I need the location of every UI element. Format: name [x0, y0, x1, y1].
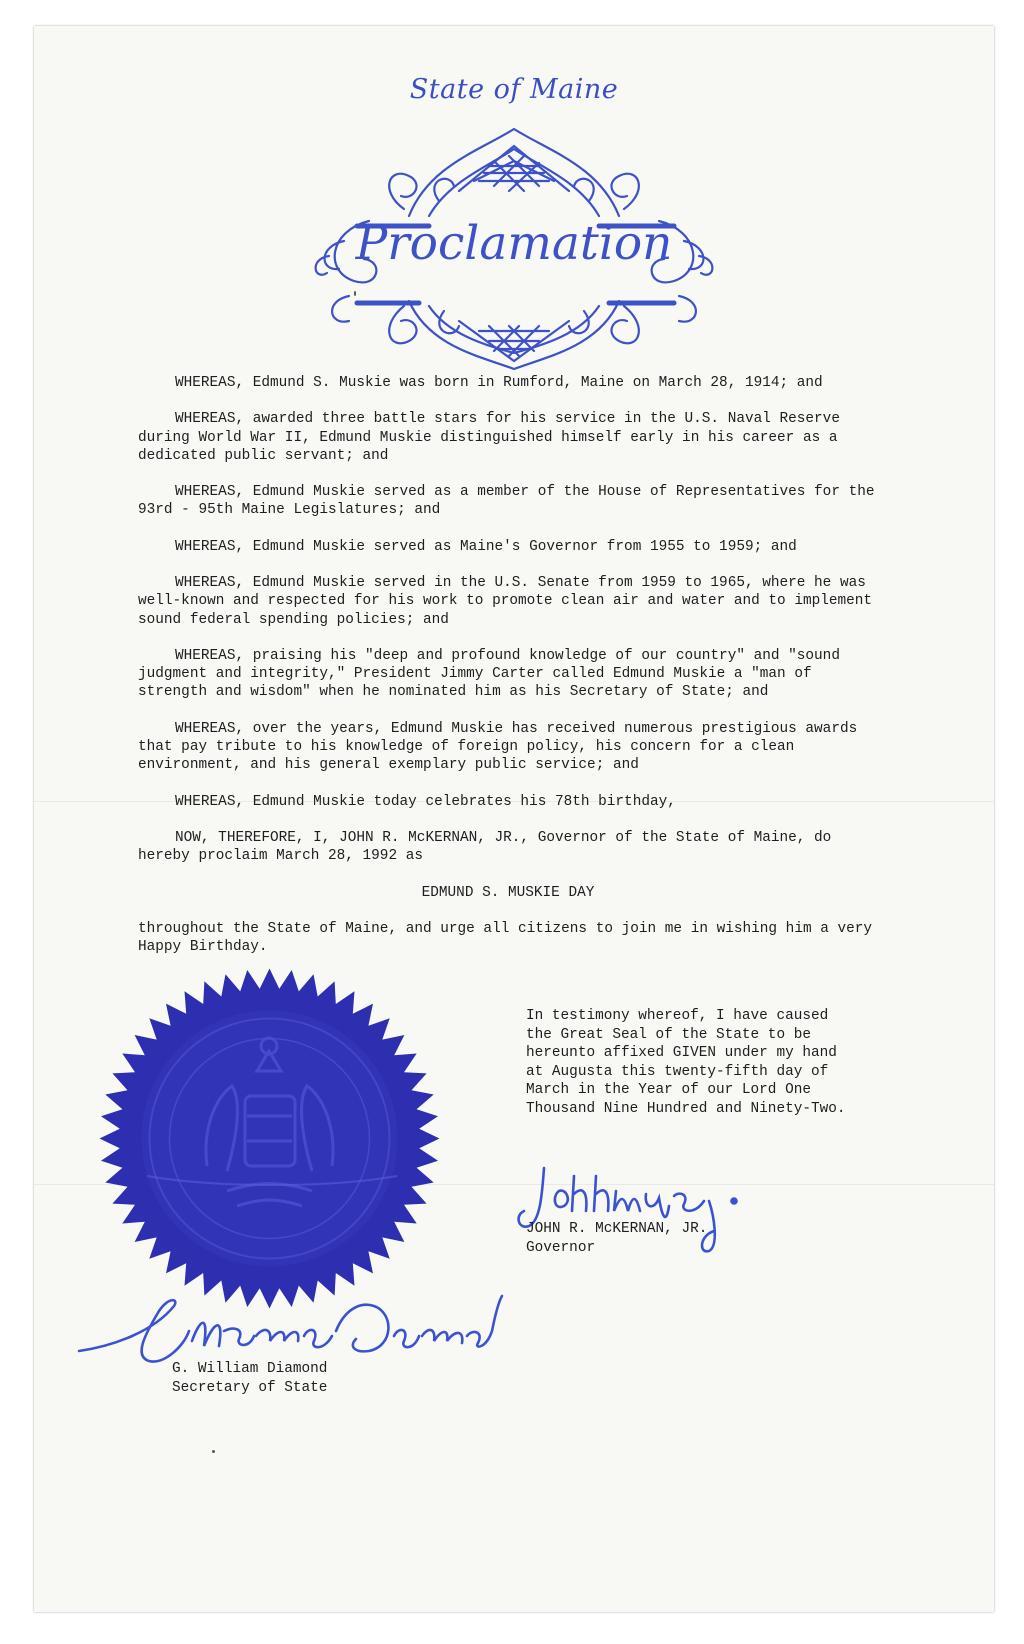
- testimony-paragraph: In testimony whereof, I have caused the Great Seal of the State to be hereunto affixed GIVEN under my hand at Augusta this twenty-fifth day of March in the Year of our Lord One Thousand Nine Hundred and Ninety-Two.: [526, 1008, 846, 1117]
- secretary-signature: [74, 1291, 504, 1371]
- proclamation-title: Proclamation: [355, 216, 673, 271]
- whereas-clause: WHEREAS, Edmund Muskie today celebrates his 78th birthday,: [175, 793, 676, 810]
- state-seal-icon: [97, 966, 442, 1311]
- proclamation-document: [34, 26, 994, 1612]
- paper-speck: [212, 1450, 215, 1453]
- whereas-clause: WHEREAS, Edmund S. Muskie was born in Rumford, Maine on March 28, 1914; and: [175, 375, 823, 391]
- secretary-signature-block: [172, 1360, 432, 1397]
- whereas-clause: WHEREAS, praising his "deep and profound knowledge of our country" and "sound judgment and integrity," President Jimmy Carter called Edmund Muskie a "man of strength and wisdom" when he nominated him as his Secretary of State; and: [138, 647, 840, 701]
- whereas-clause: WHEREAS, Edmund Muskie served in the U.S. Senate from 1959 to 1965, where he was well-known and respected for his work to promote clean air and water and to implement sound federal spending policies; and: [138, 575, 873, 628]
- great-seal: [97, 966, 442, 1311]
- therefore-clause: NOW, THEREFORE, I, JOHN R. McKERNAN, JR., Governor of the State of Maine, do hereby proclaim March 28, 1992 as: [138, 829, 832, 865]
- whereas-clause: WHEREAS, awarded three battle stars for his service in the U.S. Naval Reserve during World War II, Edmund Muskie distinguished himself early in his career as a dedicated public servant; and: [138, 411, 840, 464]
- proclamation-body: [138, 374, 878, 975]
- governor-signature-block: [526, 1220, 786, 1257]
- whereas-clause: WHEREAS, over the years, Edmund Muskie has received numerous prestigious awards that pay tribute to his knowledge of foreign policy, his concern for a clean environment, and his general exemplary public service; and: [138, 720, 858, 774]
- whereas-clause: WHEREAS, Edmund Muskie served as a member of the House of Representatives for the 93rd - 95th Maine Legislatures; and: [138, 484, 875, 519]
- governor-name: JOHN R. McKERNAN, JR.: [526, 1221, 708, 1237]
- proclamation-cartouche: [309, 121, 719, 371]
- paper-speck: [354, 291, 356, 296]
- secretary-title: Secretary of State: [172, 1379, 328, 1396]
- governor-title: Governor: [526, 1239, 596, 1256]
- secretary-name: G. William Diamond: [172, 1361, 328, 1377]
- whereas-clause: WHEREAS, Edmund Muskie served as Maine's Governor from 1955 to 1959; and: [175, 538, 797, 555]
- proclaimed-day: EDMUND S. MUSKIE DAY: [421, 884, 595, 901]
- state-heading: State of Maine: [409, 74, 619, 105]
- secretary-signature-icon: [74, 1291, 504, 1371]
- closing-paragraph: throughout the State of Maine, and urge all citizens to join me in wishing him a very Happy Birthday.: [138, 920, 873, 956]
